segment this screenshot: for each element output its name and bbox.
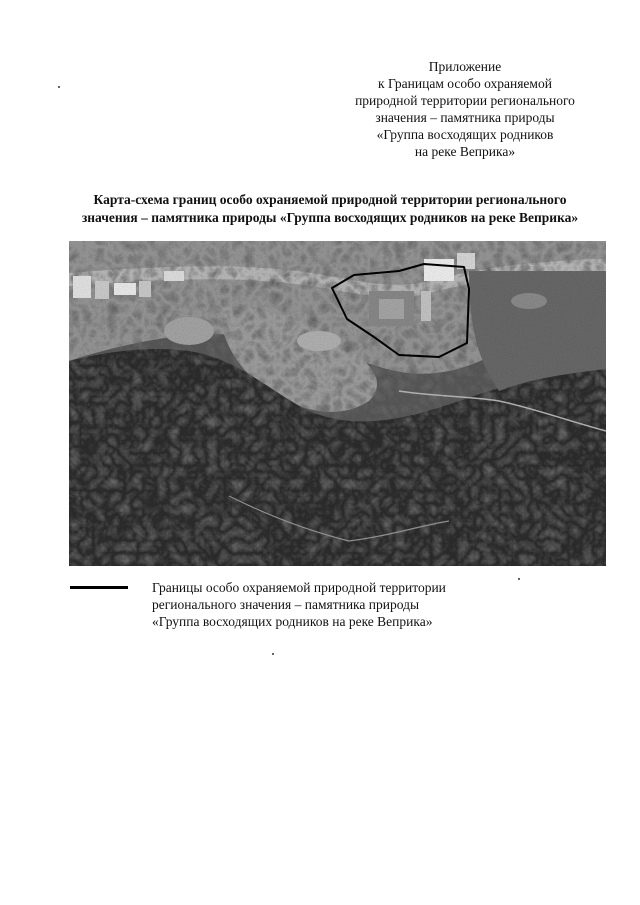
map-title-line: значения – памятника природы «Группа восходящих родников на реке Веприка» — [81, 210, 579, 225]
satellite-map-image — [69, 241, 606, 566]
appendix-line: природной территории регионального — [355, 93, 575, 108]
map-title — [60, 191, 600, 227]
boundary-legend-symbol — [70, 586, 128, 589]
appendix-line: к Границам особо охраняемой — [378, 76, 552, 91]
satellite-map — [69, 241, 606, 566]
scan-speck — [272, 653, 274, 655]
appendix-line: на реке Веприка» — [414, 144, 516, 159]
scan-speck — [518, 578, 520, 580]
map-title-line: Карта-схема границ особо охраняемой природной территории регионального — [93, 192, 567, 207]
legend-line: «Группа восходящих родников на реке Веприка» — [152, 614, 433, 629]
scan-speck — [58, 86, 60, 88]
legend-line: Границы особо охраняемой природной территории — [152, 580, 446, 595]
appendix-header — [330, 58, 600, 160]
legend-line: регионального значения – памятника природы — [152, 597, 420, 612]
appendix-line: «Группа восходящих родников — [376, 127, 554, 142]
appendix-line: значения – памятника природы — [375, 110, 555, 125]
appendix-line: Приложение — [428, 59, 502, 74]
legend — [152, 579, 512, 630]
